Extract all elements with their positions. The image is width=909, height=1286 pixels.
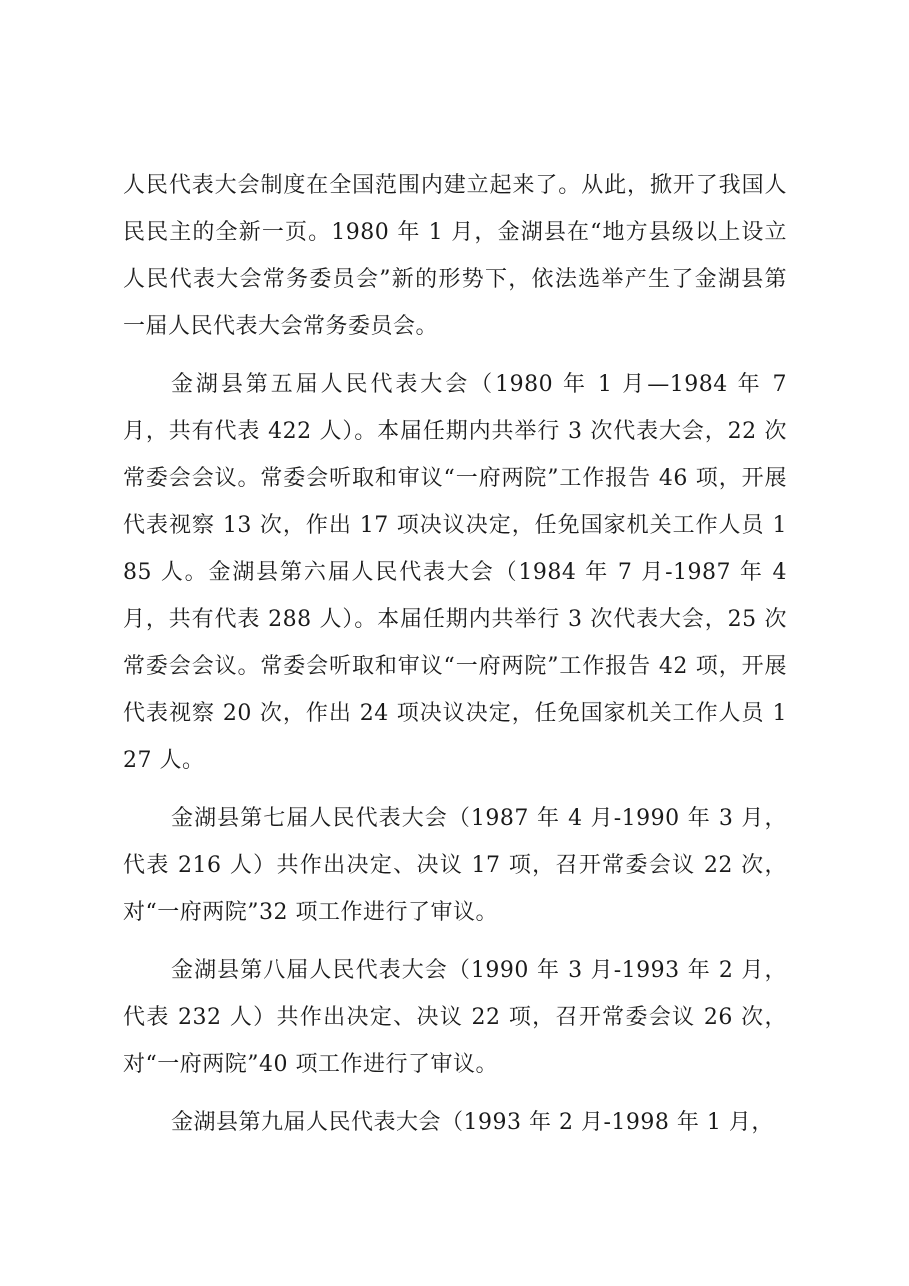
paragraph-1: 人民代表大会制度在全国范围内建立起来了。从此，掀开了我国人民民主的全新一页。1980 年 1 月，金湖县在“地方县级以上设立人民代表大会常务委员会”新的形势下，依法选举产生了金湖县第一届人民代表大会常务委员会。	[123, 173, 787, 339]
document-body	[123, 162, 787, 1157]
paragraph-5: 金湖县第九届人民代表大会（1993 年 2 月-1998 年 1 月，	[171, 1110, 774, 1135]
paragraph-2: 金湖县第五届人民代表大会（1980 年 1 月—1984 年 7 月，共有代表 422 人）。本届任期内共举行 3 次代表大会，22 次常委会会议。常委会听取和审议“一府两院”工作报告 46 项，开展代表视察 13 次，作出 17 项决议决定，任免国家机关工作人员 185 人。金湖县第六届人民代表大会（1984 年 7 月-1987 年 4 月，共有代表 288 人）。本届任期内共举行 3 次代表大会，25 次常委会会议。常委会听取和审议“一府两院”工作报告 42 项，开展代表视察 20 次，作出 24 项决议决定，任免国家机关工作人员 127 人。	[123, 372, 787, 773]
paragraph-4: 金湖县第八届人民代表大会（1990 年 3 月-1993 年 2 月，代表 232 人）共作出决定、决议 22 项，召开常委会议 26 次，对“一府两院”40 项工作进行了审议。	[123, 958, 787, 1077]
paragraph-3: 金湖县第七届人民代表大会（1987 年 4 月-1990 年 3 月，代表 216 人）共作出决定、决议 17 项，召开常委会议 22 次，对“一府两院”32 项工作进行了审议。	[123, 806, 787, 925]
